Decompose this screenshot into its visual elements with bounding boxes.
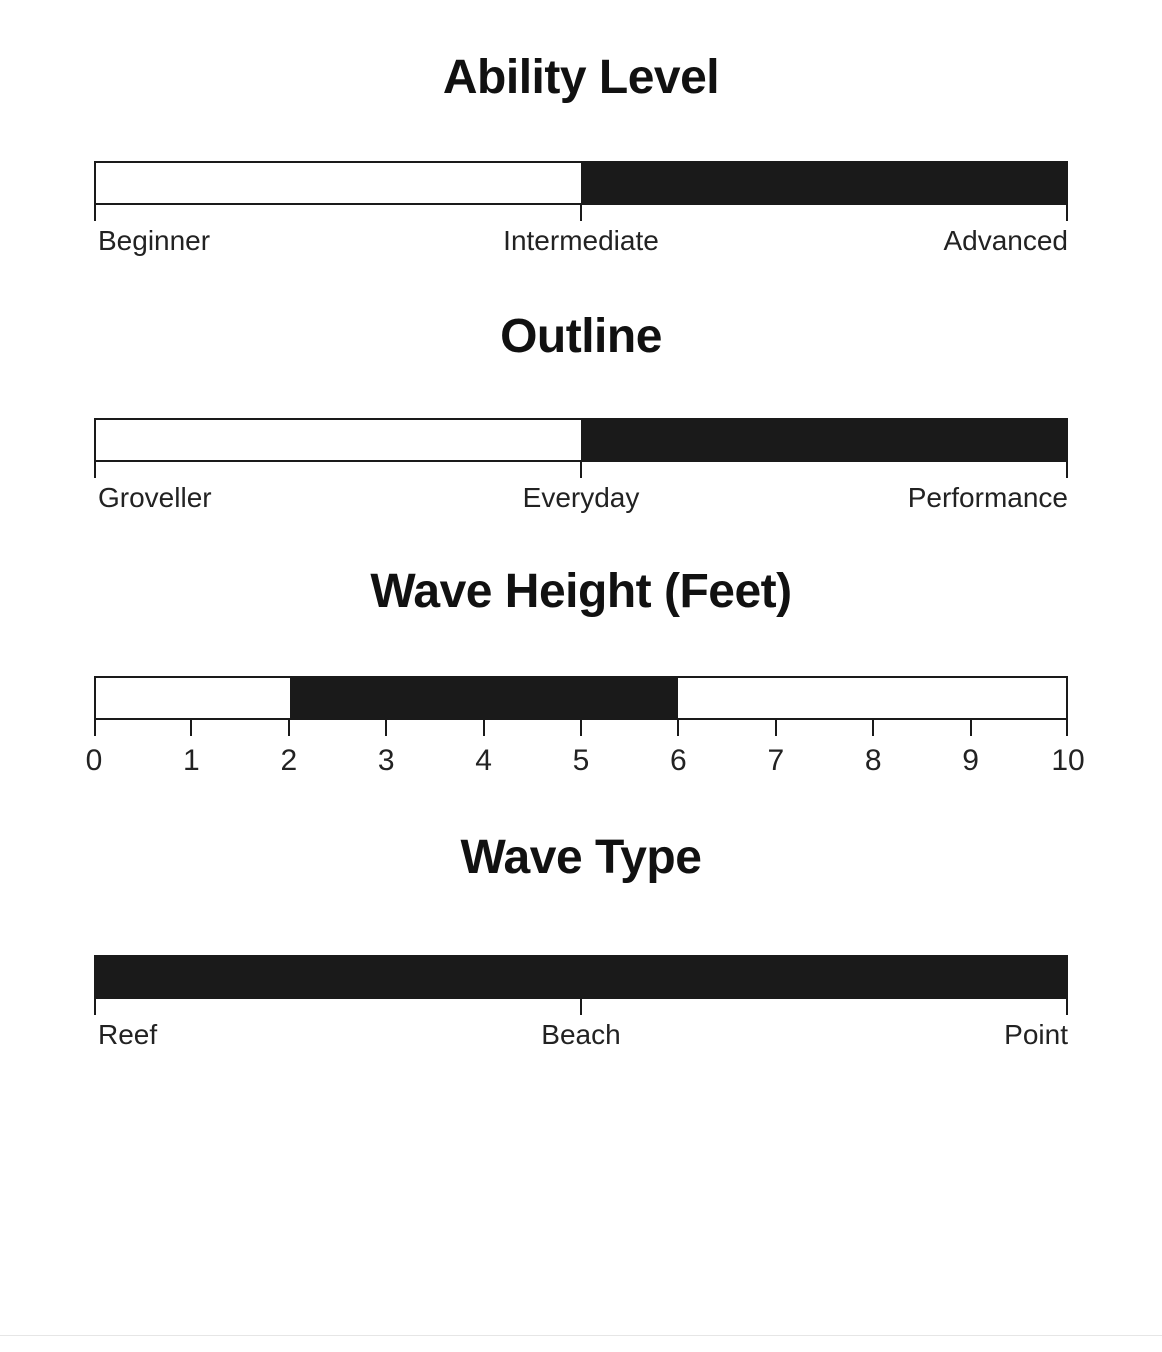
tick-point: [1066, 999, 1068, 1015]
tick-intermediate: [580, 205, 582, 221]
scale-label-3: 3: [377, 744, 395, 778]
tick-5: [580, 720, 582, 736]
scale-label-5: 5: [572, 744, 590, 778]
ability-level-fill: [581, 163, 1066, 203]
label-performance: Performance: [907, 481, 1068, 513]
section-wave-type: [0, 784, 1162, 1055]
tick-4: [483, 720, 485, 736]
tick-9: [970, 720, 972, 736]
outline-ticks: [94, 462, 1068, 478]
scale-label-8: 8: [864, 744, 882, 778]
label-intermediate: Intermediate: [503, 224, 659, 256]
scale-label-1: 1: [183, 744, 200, 778]
ability-level-title: Ability Level: [442, 51, 720, 104]
scale-label-9: 9: [962, 744, 979, 778]
scale-label-7: 7: [767, 744, 785, 778]
scale-label-0: 0: [85, 744, 103, 778]
ability-level-meter[interactable]: [94, 161, 1068, 205]
tick-1: [190, 720, 192, 736]
scale-label-6: 6: [670, 744, 687, 778]
wave-type-ticks: [94, 999, 1068, 1015]
scale-label-2: 2: [280, 744, 298, 778]
label-everyday: Everyday: [522, 481, 640, 513]
outline-title: Outline: [500, 309, 662, 363]
tick-6: [677, 720, 679, 736]
bottom-divider: [0, 1335, 1162, 1336]
label-reef: Reef: [98, 1019, 158, 1051]
wave-height-title: Wave Height (Feet): [370, 564, 792, 618]
tick-0: [94, 720, 96, 736]
wave-height-fill: [290, 678, 678, 718]
outline-meter[interactable]: [94, 418, 1068, 462]
tick-3: [385, 720, 387, 736]
section-ability-level: [0, 0, 1162, 261]
wave-height-meter-wrap: [85, 676, 1085, 784]
tick-everyday: [580, 462, 582, 478]
label-advanced: Advanced: [943, 224, 1068, 256]
tick-beach: [580, 999, 582, 1015]
scale-label-4: 4: [475, 744, 492, 778]
tick-10: [1066, 720, 1068, 736]
tick-groveller: [94, 462, 96, 478]
section-outline: [0, 261, 1162, 518]
label-groveller: Groveller: [98, 481, 212, 513]
label-beginner: Beginner: [98, 224, 211, 256]
wave-height-ticks: [94, 720, 1068, 736]
ability-level-labels: [94, 225, 1068, 261]
wave-type-labels: [94, 1019, 1068, 1055]
wave-type-meter-wrap: [94, 955, 1068, 1055]
ability-level-ticks: [94, 205, 1068, 221]
tick-reef: [94, 999, 96, 1015]
outline-fill: [581, 420, 1066, 460]
tick-7: [775, 720, 777, 736]
tick-2: [288, 720, 290, 736]
section-wave-height: [0, 518, 1162, 785]
wave-type-meter[interactable]: [94, 955, 1068, 999]
outline-meter-wrap: [94, 418, 1068, 518]
outline-labels: [94, 482, 1068, 518]
tick-performance: [1066, 462, 1068, 478]
wave-height-meter[interactable]: [94, 676, 1068, 720]
wave-type-title: Wave Type: [460, 831, 702, 885]
wave-height-scale-labels: [85, 744, 1085, 784]
tick-8: [872, 720, 874, 736]
tick-advanced: [1066, 205, 1068, 221]
label-beach: Beach: [541, 1019, 621, 1051]
scale-label-10: 10: [1051, 744, 1085, 778]
label-point: Point: [1004, 1019, 1068, 1051]
ability-level-meter-wrap: [94, 161, 1068, 261]
tick-beginner: [94, 205, 96, 221]
wave-type-fill: [96, 957, 1066, 997]
